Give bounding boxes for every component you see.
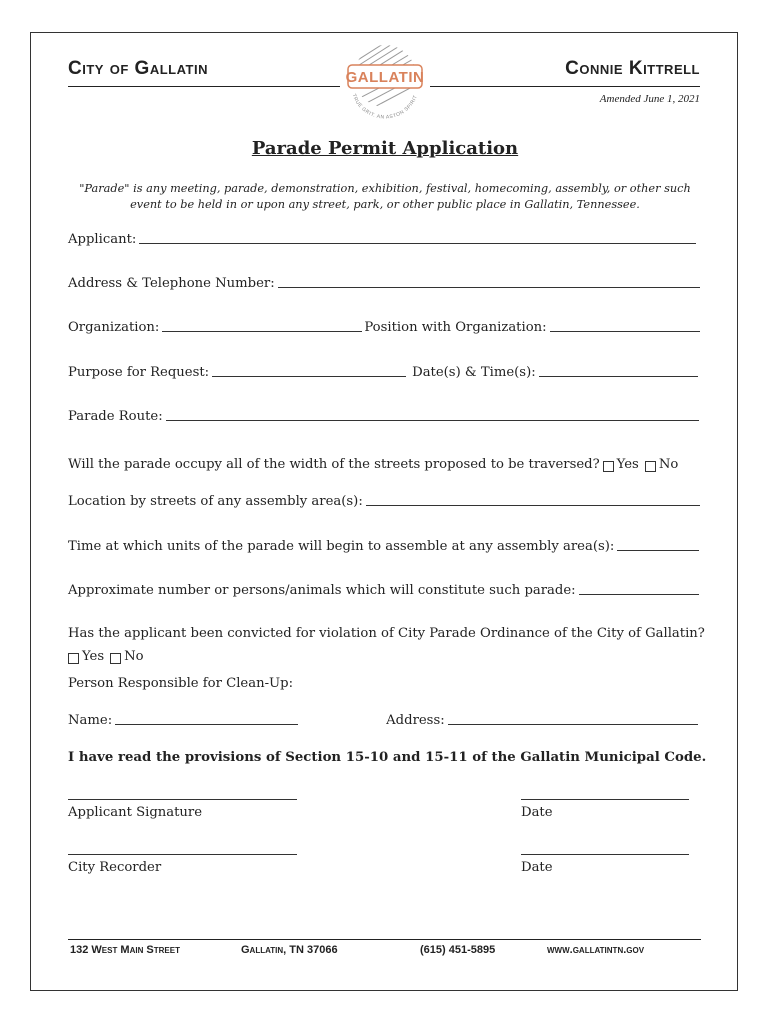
position-label: Position with Organization:	[364, 320, 547, 335]
cleanup-label: Person Responsible for Clean-Up:	[68, 676, 294, 691]
dates-times-label: Date(s) & Time(s):	[412, 365, 536, 380]
page-border	[30, 32, 738, 991]
applicant-label: Applicant:	[68, 232, 137, 247]
convicted-question: Has the applicant been convicted for violation of City Parade Ordinance of the City of Gallatin?	[68, 626, 705, 641]
approx-number-label: Approximate number or persons/animals which will constitute such parade:	[68, 583, 576, 598]
assembly-time-label: Time at which units of the parade will begin to assemble at any assembly area(s):	[68, 539, 615, 554]
footer-city: Gallatin, TN 37066	[241, 944, 338, 956]
cleanup-address-label: Address:	[386, 713, 445, 728]
convicted-yes-checkbox[interactable]	[68, 653, 79, 664]
route-row	[68, 409, 699, 424]
footer-rule	[68, 939, 701, 940]
cleanup-name-field[interactable]	[115, 724, 298, 725]
footer-phone: (615) 451-5895	[420, 944, 496, 956]
applicant-field[interactable]	[139, 243, 696, 244]
recorder-date-label: Date	[521, 860, 553, 875]
organization-label: Organization:	[68, 320, 160, 335]
assembly-time-row	[68, 539, 699, 554]
cleanup-address-field[interactable]	[448, 724, 698, 725]
logo-wordmark: GALLATIN	[345, 69, 425, 86]
purpose-field[interactable]	[212, 376, 406, 377]
convicted-no-label: No	[124, 649, 144, 664]
width-question: Will the parade occupy all of the width of the streets proposed to be traversed?	[68, 457, 600, 472]
address-phone-label: Address & Telephone Number:	[68, 276, 275, 291]
applicant-row	[68, 232, 696, 247]
assembly-location-row	[68, 494, 700, 509]
header-rule-right	[430, 86, 700, 87]
convicted-no-checkbox[interactable]	[110, 653, 121, 664]
route-label: Parade Route:	[68, 409, 163, 424]
city-recorder-label: City Recorder	[68, 860, 162, 875]
organization-field[interactable]	[162, 331, 362, 332]
organization-row	[68, 320, 700, 335]
applicant-signature-label: Applicant Signature	[68, 805, 203, 820]
form-title: Parade Permit Application	[251, 138, 519, 159]
assembly-time-field[interactable]	[617, 550, 699, 551]
width-yes-checkbox[interactable]	[603, 461, 614, 472]
dates-times-field[interactable]	[539, 376, 698, 377]
width-yes-label: Yes	[616, 457, 639, 472]
address-phone-field[interactable]	[278, 287, 700, 288]
recorder-signature-line[interactable]	[68, 854, 297, 855]
definition-line-1: "Parade" is any meeting, parade, demonstration, exhibition, festival, homecoming, assembly, or other such	[79, 182, 691, 195]
width-question-row	[68, 457, 678, 472]
purpose-row	[68, 365, 698, 380]
footer-street: 132 West Main Street	[70, 944, 180, 956]
footer-website: www.gallatintn.gov	[547, 944, 645, 956]
address-phone-row	[68, 276, 700, 291]
convicted-options-row	[68, 649, 144, 664]
amended-date: Amended June 1, 2021	[599, 93, 700, 105]
header-rule-left	[68, 86, 340, 87]
route-field[interactable]	[166, 420, 699, 421]
convicted-question-row	[68, 626, 705, 641]
cleanup-label-row	[68, 676, 293, 691]
convicted-yes-label: Yes	[82, 649, 105, 664]
mayor-name: Connie Kittrell	[565, 58, 700, 79]
city-logo	[337, 40, 433, 120]
assembly-location-label: Location by streets of any assembly area(s):	[68, 494, 363, 509]
assembly-location-field[interactable]	[366, 505, 700, 506]
purpose-label: Purpose for Request:	[68, 365, 210, 380]
approx-number-row	[68, 583, 699, 598]
cleanup-name-label: Name:	[68, 713, 113, 728]
recorder-date-line[interactable]	[521, 854, 689, 855]
logo-tagline: TRUE GRIT. AN ASTON SPIRIT	[350, 93, 419, 120]
definition-line-2: event to be held in or upon any street, park, or other public place in Gallatin, Tennessee.	[130, 198, 640, 211]
approx-number-field[interactable]	[579, 594, 699, 595]
applicant-signature-line[interactable]	[68, 799, 297, 800]
width-no-label: No	[658, 457, 679, 472]
width-no-checkbox[interactable]	[645, 461, 656, 472]
city-title: City of Gallatin	[68, 58, 208, 79]
applicant-date-line[interactable]	[521, 799, 689, 800]
cleanup-name-row	[68, 713, 698, 728]
certification-statement: I have read the provisions of Section 15-10 and 15-11 of the Gallatin Municipal Code.	[68, 750, 707, 765]
applicant-date-label: Date	[521, 805, 553, 820]
position-field[interactable]	[550, 331, 700, 332]
